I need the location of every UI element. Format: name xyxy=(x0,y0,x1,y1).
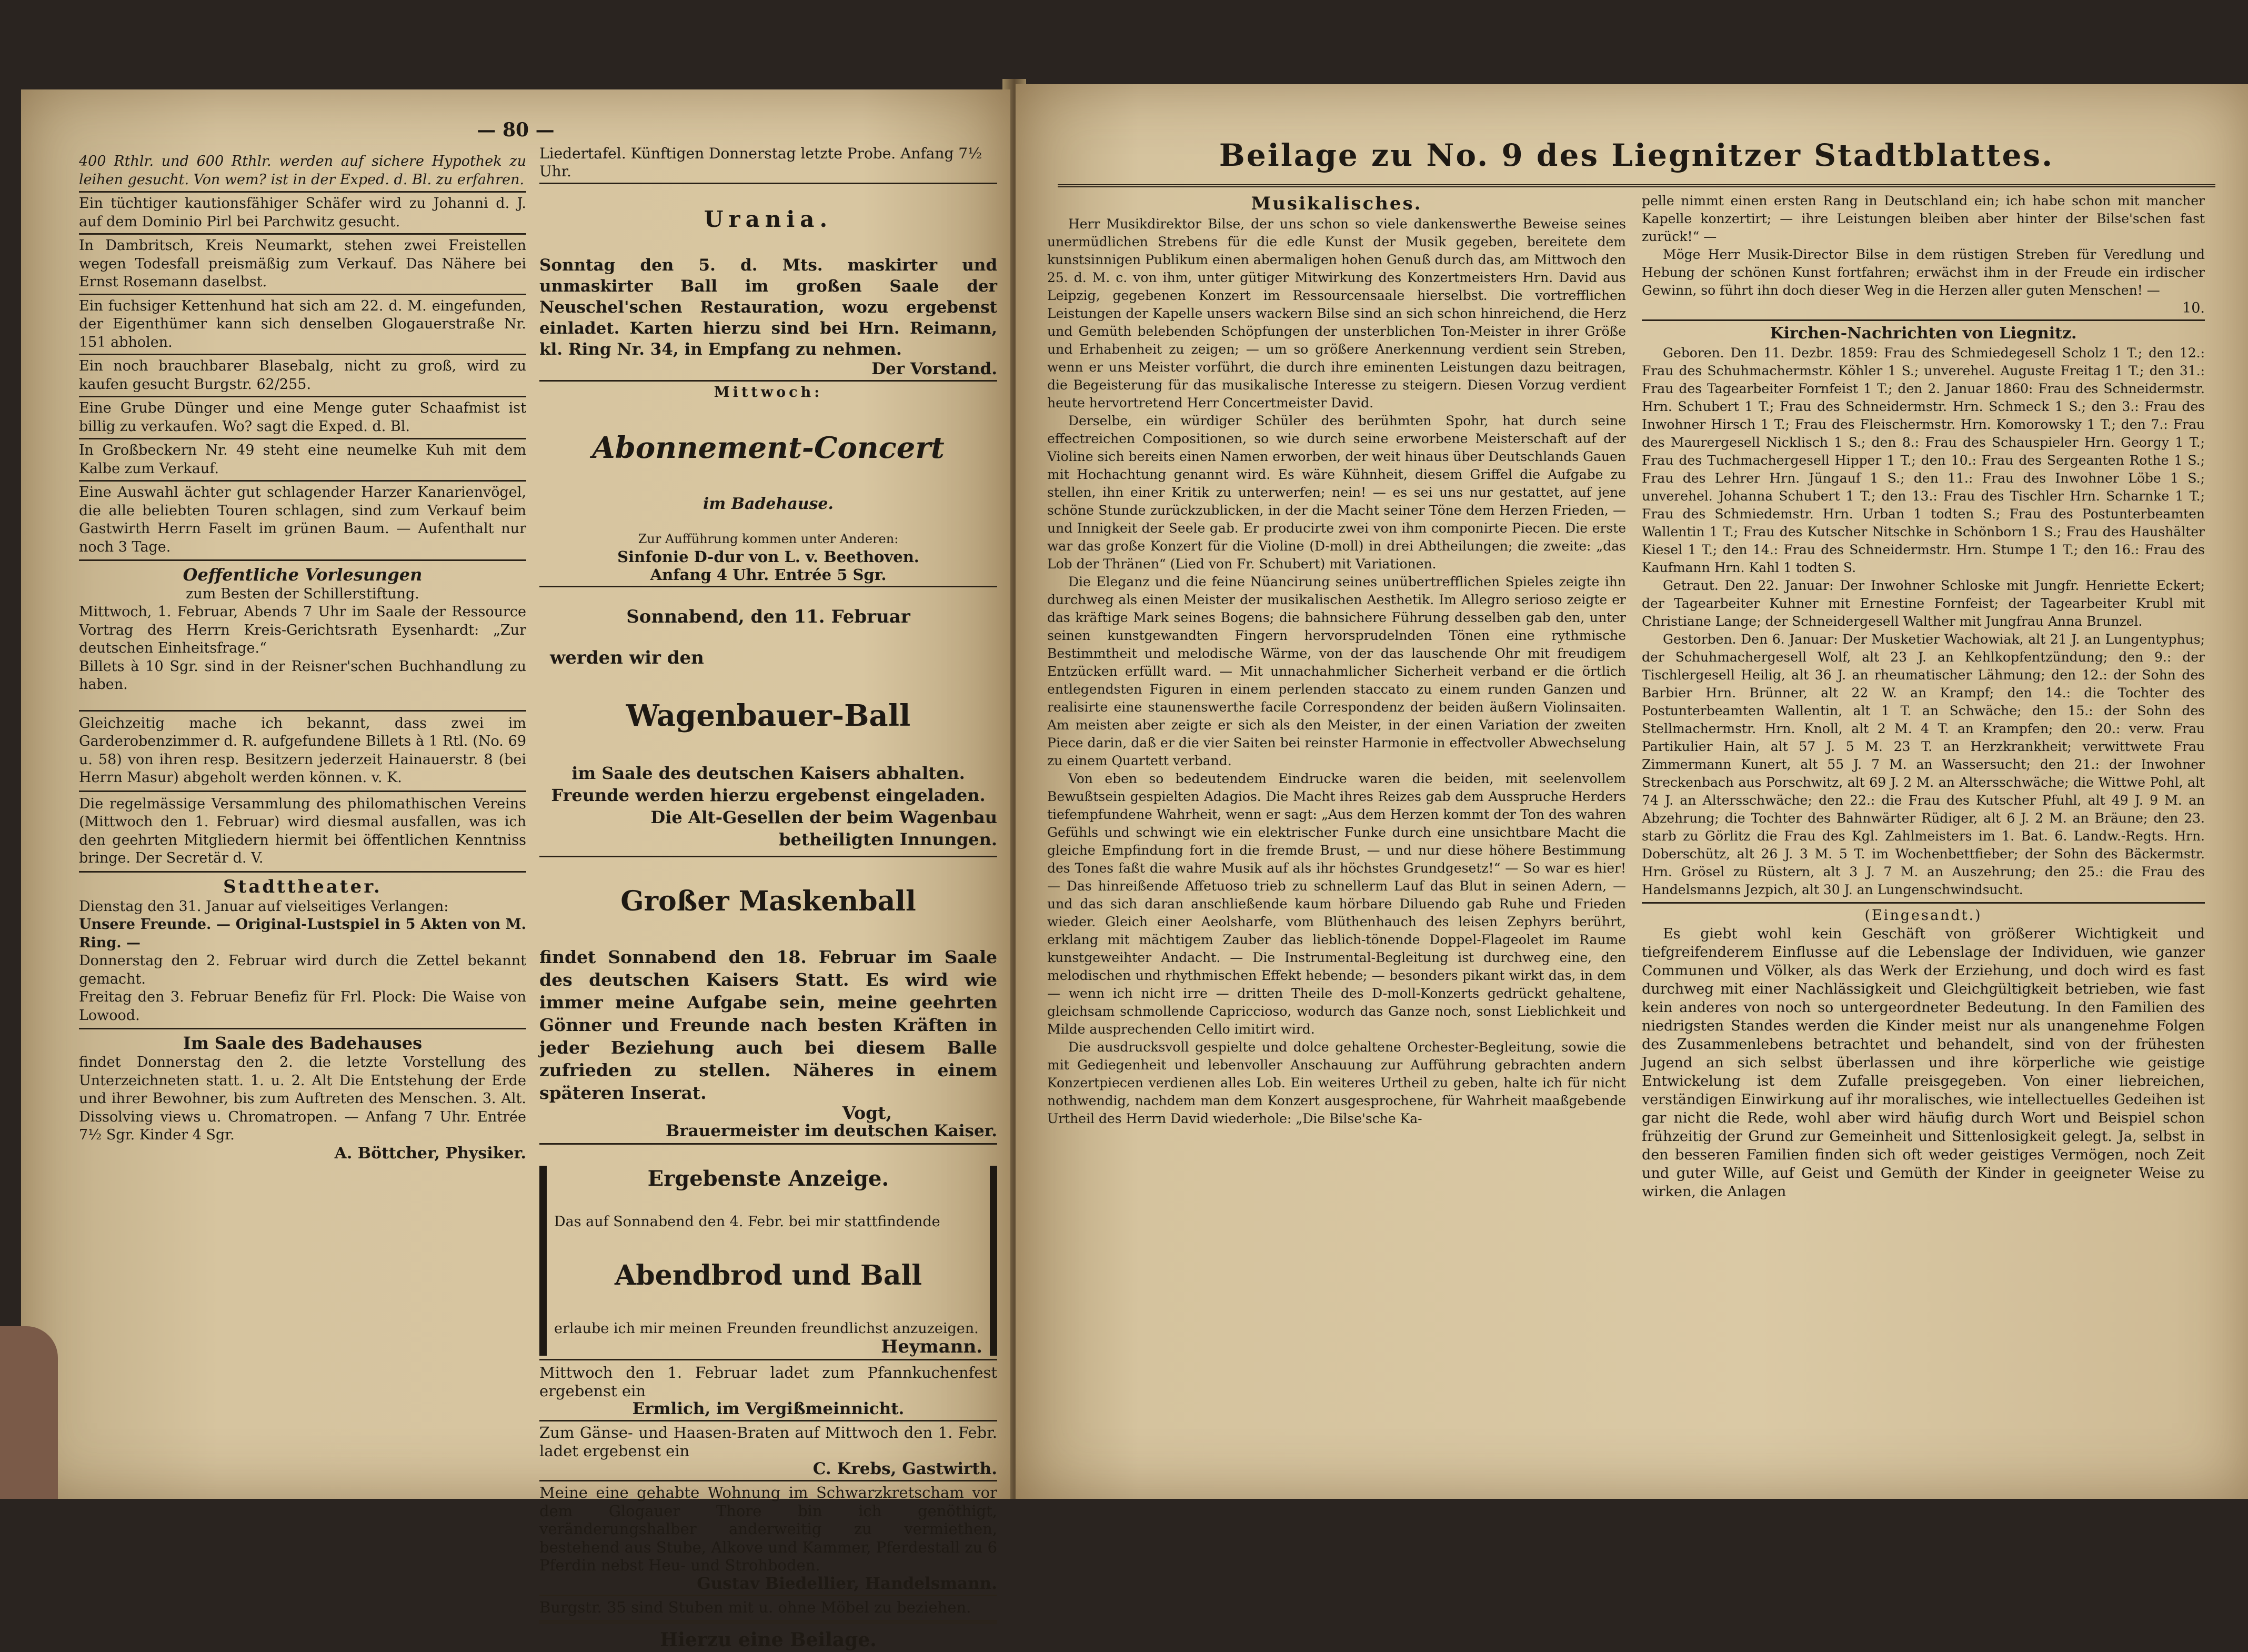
divider xyxy=(539,1143,997,1145)
music-paragraph-4: Von eben so bedeutendem Eindrucke waren die beiden, mit seelenvollem Bewußtsein gespielten Adagios. Die Macht ihres Reizes gab dem Ausspruche Herders tiefempfundene Wahrheit, wenn er sagt: „Aus dem Herzen kommt der Ton des wahren Gefühls und schwingt wie ein elektrischer Funke durch eine unsichtbare Macht die gleiche Empfindung fort in die fremde Brust, — und nur diese höhere Bestimmung des Tones faßt die wahre Musik auf als ihr höchstes Grundgesetz!“ — So war es hier! — Das hinreißende Affetuoso trieb zu schnellerm Lauf das Blut in seinen Adern, — und das sich daran anschließende kaum hörbare Diluendo gab Ruhe und Frieden wieder. Gleich einer Aeolsharfe, vom Blüthenhauch des leisen Zephyrs berührt, erklang mit mächtigem Zauber das lieblich-tönende Doppel-Flageolet im Raume kunstgeweihter Andacht. — Die Instrumental-Begleitung ist durchweg eine, den melodischen und rhythmischen Effekt hebende; — besonders pikant wirkt das, in dem — wenn ich nicht irre — dritten Theile des D-moll-Konzerts gedrückt gehaltene, gleichsam schmollende Capriccioso, wodurch das Ganze noch, sonst Lieblichkeit und Milde ausprechenden Cello imitirt wird. xyxy=(1047,771,1626,1037)
page-number: — 80 — xyxy=(477,119,555,141)
divider xyxy=(79,191,526,193)
anzeige-signature: Heymann. xyxy=(881,1336,982,1357)
lectures-tickets: Billets à 10 Sgr. sind in der Reisner'schen Buchhandlung zu haben. xyxy=(79,658,526,693)
divider xyxy=(539,1480,997,1481)
liedertafel: Liedertafel. Künftigen Donnerstag letzte Probe. Anfang 7½ Uhr. xyxy=(539,145,982,180)
concert-day: Mittwoch: xyxy=(714,384,823,401)
wagenbauer-title: Wagenbauer-Ball xyxy=(626,698,911,733)
music-title: Musikalisches. xyxy=(1251,193,1422,214)
church-marriages: Getraut. Den 22. Januar: Der Inwohner Schloske mit Jungfr. Henriette Eckert; der Tagearbeiter Kuhner mit Ernestine Fornfeist; der Tagearbeiter Krubl mit Christiane Lange; der Schneidergesell Walther mit Jungfrau Anna Brunzel. xyxy=(1642,578,2205,629)
concert-program-intro: Zur Aufführung kommen unter Anderen: xyxy=(638,532,899,546)
church-births: Geboren. Den 11. Dezbr. 1859: Frau des Schmiedegesell Scholz 1 T.; den 12.: Frau des Schuhmachermstr. Köhler 1 S.; unverehel. Auguste Freitag 1 T.; den 31.: Frau des Tagearbeiter Fornfeist 1 T.; den 2. Januar 1860: Frau des Schneidermstr. Hrn. Schubert 1 T.; Frau des Schneidermstr. Hrn. Schmeck 1 S.; den 3.: Frau des Inwohner Hirsch 1 T.; Frau des Fleischermstr. Hrn. Komorowsky 1 T.; den 7.: Frau des Maurergesell Nicklisch 1 S.; den 8.: Frau des Schauspieler Hrn. Georgy 1 T.; Frau des Tuchmachergesell Hipper 1 T.; den 10.: Frau des Sergeanten Rothe 1 S.; Frau des Lehrer Hrn. Jüngauf 1 S.; den 11.: Frau des Inwohner Löbe 1 S.; unverehel. Johanna Schubert 1 T.; den 13.: Frau des Tischler Hrn. Scharnke 1 T.; Frau des Schmiedemstr. Hrn. Urban 1 todten S.; Frau des Postunterbeamten Wallentin 1 T.; Frau des Kutscher Nitschke in Schönborn 1 S.; Frau des Haushälter Kiesel 1 T.; den 14.: Frau des Schneidermstr. Hrn. Stumpe 1 T.; den 16.: Frau des Kaufmann Hrn. Kahl 1 todten S. xyxy=(1642,345,2205,575)
divider xyxy=(79,396,526,397)
divider xyxy=(539,856,997,857)
theater-friday: Freitag den 3. Februar Benefiz für Frl. Plock: Die Waise von Lowood. xyxy=(79,989,526,1024)
theater-play: Unsere Freunde. — Original-Lustspiel in 5 Akten von M. Ring. — xyxy=(79,916,526,951)
concert-symphony: Sinfonie D-dur von L. v. Beethoven. xyxy=(617,548,919,566)
theater-tuesday: Dienstag den 31. Januar auf vielseitiges Verlangen: xyxy=(79,898,449,915)
ad-gaensebraten-signature: C. Krebs, Gastwirth. xyxy=(812,1459,997,1478)
urania-signature: Der Vorstand. xyxy=(871,359,997,378)
left-column-2 xyxy=(539,145,997,1652)
divider xyxy=(539,1420,997,1421)
maskenball-text: findet Sonnabend den 18. Februar im Saale des deutschen Kaisers Statt. Es wird wie immer meine Aufgabe sein, meine geehrten Gönner und Freunde nach besten Kräften in jeder Beziehung auch bei diesem Balle zufrieden zu stellen. Näheres in einem späteren Inserat. xyxy=(539,947,997,1103)
notice-billets: Gleichzeitig mache ich bekannt, dass zwei im Garderobenzimmer d. R. aufgefundene Billets à 1 Rtl. (No. 69 u. 58) von ihren resp. Besitzern jederzeit Hainauerstr. 8 (bei Herrn Masur) abgeholt werden können. v. K. xyxy=(79,715,526,786)
maskenball-title: Großer Maskenball xyxy=(620,885,916,917)
ad-wohnung: Meine eine gehabte Wohnung im Schwarzkretscham vor dem Glogauer Thore bin ich genöthigt, veränderungshalber anderweitig zu vermiethen, bestehend aus Stube, Alkove und Kammer, Pferdestall zu 6 Pferdin nebst Heu- und Strohboden. xyxy=(539,1484,997,1574)
divider xyxy=(79,480,526,482)
church-deaths: Gestorben. Den 6. Januar: Der Musketier Wachowiak, alt 21 J. an Lungentyphus; der Schuhmachergesell Wolf, alt 23 J. an Kehlkopfentzündung; den 9.: der Tischlergesell Heilig, alt 36 J. an rheumatischer Lähmung; den 12.: der Sohn des Barbier Hrn. Brünner, alt 22 W. an Krampf; den 14.: die Tochter des Postunterbeamten Wallentin, alt 1 T. an Schwäche; den 15.: der Sohn des Stellmachermstr. Hrn. Knoll, alt 2 M. 4 T. an Krampfen; den 20.: verw. Frau Partikulier Hain, alt 57 J. 5 M. 23 T. an Herzkrankheit; verwittwete Frau Zimmermann Kunert, alt 55 J. 7 M. an Wassersucht; den 21.: der Inwohner Streckenbach aus Porschwitz, alt 69 J. 2 M. an Altersschwäche; die Wittwe Pohl, alt 74 J. an Altersschwäche; den 22.: die Frau des Kutscher Pfuhl, alt 49 J. 9 M. an Abzehrung; die Tochter des Bahnwärter Rüdiger, alt 6 J. 2 M. an Bräune; den 23. starb zu Görlitz die Frau des Kgl. Zahlmeisters im 1. Bat. 6. Landw.-Regts. Hrn. Doberschütz, alt 26 J. 3 M. 5 T. im Wochenbettfieber; der Sohn des Bäckermstr. Hrn. Grösel zu Rüstern, alt 3 J. 7 M. an Auszehrung; den 25.: die Frau des Handelsmanns Jezpich, alt 30 J. an Lungenschwindsucht. xyxy=(1642,632,2205,897)
concert-title: Abonnement-Concert xyxy=(592,430,945,465)
badehaus-signature: A. Böttcher, Physiker. xyxy=(334,1144,526,1163)
wagenbauer-text: im Saale des deutschen Kaisers abhalten. Freunde werden hierzu ergebenst eingeladen. xyxy=(551,763,986,805)
ad-hypothek: 400 Rthlr. und 600 Rthlr. werden auf sichere Hypothek zu leihen gesucht. Von wem? ist in der Exped. d. Bl. zu erfahren. xyxy=(79,153,526,188)
ad-kuh: In Großbeckern Nr. 49 steht eine neumelke Kuh mit dem Kalbe zum Verkauf. xyxy=(79,442,526,477)
urania-title: Urania. xyxy=(704,206,833,232)
anzeige-text-2: erlaube ich mir meinen Freunden freundlichst anzuzeigen. xyxy=(554,1320,979,1337)
ad-blasebalg: Ein noch brauchbarer Blasebalg, nicht zu groß, wird zu kaufen gesucht Burgstr. 62/255. xyxy=(79,358,526,393)
concert-start: Anfang 4 Uhr. Entrée 5 Sgr. xyxy=(650,566,887,584)
divider xyxy=(79,233,526,235)
badehaus-text: findet Donnerstag den 2. die letzte Vorstellung des Unterzeichneten statt. 1. u. 2. Alt Die Entstehung der Erde und ihrer Bewohner, bis zum Auftreten des Menschen. 3. Alt. Dissolving views u. Chromatropen. — Anfang 7 Uhr. Entrée 7½ Sgr. Kinder 4 Sgr. xyxy=(79,1054,526,1143)
music-signature: 10. xyxy=(2182,300,2205,316)
wagenbauer-date: Sonnabend, den 11. Februar xyxy=(626,606,910,627)
ad-schaefer: Ein tüchtiger kautionsfähiger Schäfer wird zu Johanni d. J. auf dem Dominio Pirl bei Parchwitz gesucht. xyxy=(79,195,526,230)
supplement-note: Hierzu eine Beilage. xyxy=(660,1629,877,1651)
left-column-1 xyxy=(79,153,526,1163)
anzeige-title: Ergebenste Anzeige. xyxy=(647,1166,889,1191)
wagenbauer-signature: Die Alt-Gesellen der beim Wagenbau betheiligten Innungen. xyxy=(650,807,997,849)
divider xyxy=(79,294,526,295)
anzeige-box xyxy=(539,1166,997,1356)
music-paragraph-2: Derselbe, ein würdiger Schüler des berühmten Spohr, hat durch seine effectreichen Compositionen, so wie durch seine erworbene Meisterschaft auf der Violine sich bereits einen Namen erworben, der weit hinaus über Deutschlands Gauen mit Hochachtung genannt wird. Es wäre Kühnheit, diesem Griffel die Aufgabe zu stellen, ihn einer Kritik zu unterwerfen; nein! — es sei uns nur gestattet, auf jene schöne Stunde zurückzublicken, in der die Macht seiner Töne dem Herzen Frieden, — und Innigkeit der Seele gab. Er producirte zwei von ihm componirte Piecen. Die erste war das große Konzert für die Violine (D-moll) in drei Abtheilungen; die zweite: „das Lob der Thränen“ (Lied von Fr. Schubert) mit Variationen. xyxy=(1047,413,1626,572)
divider xyxy=(1642,319,2205,321)
theater-thursday: Donnerstag den 2. Februar wird durch die Zettel bekannt gemacht. xyxy=(79,953,526,987)
divider xyxy=(79,1028,526,1029)
music-paragraph-5: Die ausdrucksvoll gespielte und dolce gehaltene Orchester-Begleitung, sowie die mit Gediegenheit und lebenvoller Anschauung zur Aufführung gebrachten andern Konzertpiecen verdienen alles Lob. Ein weiteres Urtheil zu geben, halte ich für nicht nothwendig, nachdem man dem Konzert ausgesprochene, für Wahrheit maaßgebende Urtheil des Herrn David wiederhole: „Die Bilse'sche Ka- xyxy=(1047,1039,1626,1126)
divider xyxy=(539,1595,997,1596)
lectures-subtitle: zum Besten der Schillerstiftung. xyxy=(186,586,419,602)
ad-gaensebraten: Zum Gänse- und Haasen-Braten auf Mittwoch den 1. Febr. ladet ergebenst ein xyxy=(539,1424,997,1460)
divider xyxy=(539,183,997,184)
divider xyxy=(539,1620,997,1624)
right-page xyxy=(1016,84,2248,1499)
divider xyxy=(539,1359,997,1360)
ad-kanarienvoegel: Eine Auswahl ächter gut schlagender Harzer Kanarienvögel, die alle beliebten Touren schlagen, sind zum Verkauf beim Gastwirth Herrn Faselt im grünen Baum. — Aufenthalt nur noch 3 Tage. xyxy=(79,484,526,555)
church-news-title: Kirchen-Nachrichten von Liegnitz. xyxy=(1770,324,2077,343)
ad-duenger: Eine Grube Dünger und eine Menge guter Schaafmist ist billig zu verkaufen. Wo? sagt die Exped. d. Bl. xyxy=(79,400,526,435)
divider xyxy=(79,559,526,561)
left-page xyxy=(21,89,1010,1651)
music-paragraph-3: Die Eleganz und die feine Nüancirung seines unübertrefflichen Spieles zeigte ihn durchweg als einen Meister der musikalischen Aesthetik. Im Allegro serioso zeigte er das kräftige Mark seines Bogens; die bahnsichere Führung desselben gab den, unter seinen kunstgewandten Fingern hervorsprudelnden Tönen eine rythmische Bestimmtheit und melodische Wärme, von der das lauschende Ohr mit freudigem Entzücken erfüllt ward. — Mit unnachahmlicher Sicherheit verband er die örtlich entlegendsten Figuren in einem perlenden staccato zu einem runden Ganzen und realisirte eine staunenswerthe facile Correspondenz der beiden äußern Violinsaiten. Am meisten aber zeigte er sich als den Meister, in der einen Variation der zweiten Piece darin, daß er die vier Saiten bei reinster Harmonie in effectvoller Abwechselung zu einem Quartett verband. xyxy=(1047,574,1626,768)
maskenball-signature-2: Brauermeister im deutschen Kaiser. xyxy=(666,1122,997,1140)
music-paragraph-1: Herr Musikdirektor Bilse, der uns schon so viele dankenswerthe Beweise seines unermüdlichen Strebens für die edle Kunst der Musik gegeben, bereitete dem kunstsinnigen Publikum einen abermaligen hohen Genuß durch das, am Mittwoch den 25. d. M. c. von ihm, unter gütiger Mitwirkung des Konzertmeisters Hrn. David aus Leipzig, gegebenen Konzert im Ressourcensaale hierselbst. Die vortrefflichen Leistungen der Kapelle unsers wackern Bilse sind an sich schon hinreichend, die Herz und Gemüth belebenden Schöpfungen der unsterblichen Ton-Meister in ihrer Größe und Erhabenheit zu zeigen; — um so größere Anerkennung verdient sein Streben, wenn er uns Meister vorführt, die durch ihre eminenten Leistungen dazu beitragen, die Begeisterung für das musikalische Interesse zu steigern. Diesen Vorzug verdient heute hervortretend Herr Concertmeister David. xyxy=(1047,216,1626,411)
divider xyxy=(79,354,526,355)
lectures-title: Oeffentliche Vorlesungen xyxy=(183,565,423,585)
anzeige-event: Abendbrod und Ball xyxy=(614,1259,922,1291)
ad-pfannkuchen-signature: Ermlich, im Vergißmeinnicht. xyxy=(632,1399,905,1418)
submitted-label: (Eingesandt.) xyxy=(1864,907,1982,924)
divider xyxy=(1642,902,2205,904)
supplement-header: Beilage zu No. 9 des Liegnitzer Stadtblattes. xyxy=(1219,137,2054,173)
header-rule xyxy=(1058,184,2215,187)
divider xyxy=(539,586,997,587)
maskenball-signature: Vogt, xyxy=(842,1103,892,1123)
badehaus-title: Im Saale des Badehauses xyxy=(183,1033,423,1053)
notice-verein: Die regelmässige Versammlung des philomathischen Vereins (Mittwoch den 1. Februar) wird diesmal ausfallen, was ich den geehrten Mitgliedern hiermit bei öffentlichen Kenntniss bringe. Der Secretär d. V. xyxy=(79,795,526,866)
music-closing: Möge Herr Musik-Director Bilse in dem rüstigen Streben für Veredlung und Hebung der schönen Kunst fortfahren; erwächst ihm in der Freude ein irdischer Gewinn, so führt ihn doch dieser Weg in die Herzen aller guten Menschen! — xyxy=(1642,247,2205,298)
divider xyxy=(79,790,526,792)
ad-freistellen: In Dambritsch, Kreis Neumarkt, stehen zwei Freistellen wegen Todesfall preismäßig zum Verkauf. Das Nähere bei Ernst Rosemann daselbst. xyxy=(79,237,526,290)
concert-venue: im Badehause. xyxy=(703,495,834,513)
ad-pfannkuchen: Mittwoch den 1. Februar ladet zum Pfannkuchenfest ergebenst ein xyxy=(539,1364,997,1400)
divider xyxy=(79,710,526,712)
right-column-2 xyxy=(1642,192,2205,1497)
lectures-text: Mittwoch, 1. Februar, Abends 7 Uhr im Saale der Ressource Vortrag des Herrn Kreis-Gerichtsrath Eysenhardt: „Zur deutschen Einheitsfrage.“ xyxy=(79,604,526,656)
right-column-1 xyxy=(1047,192,1626,1497)
divider xyxy=(79,871,526,873)
urania-text: Sonntag den 5. d. Mts. maskirter und unmaskirter Ball im großen Saale der Neuschel'schen Restauration, wozu ergebenst einladet. Karten hierzu sind bei Hrn. Reimann, kl. Ring Nr. 34, in Empfang zu nehmen. xyxy=(539,256,997,359)
divider xyxy=(539,380,997,382)
thumb xyxy=(0,1326,58,1499)
theater-title: Stadttheater. xyxy=(223,876,382,897)
wagenbauer-intro: werden wir den xyxy=(550,647,704,668)
anzeige-text: Das auf Sonnabend den 4. Febr. bei mir stattfindende xyxy=(554,1214,940,1230)
divider xyxy=(79,438,526,439)
ad-kettenhund: Ein fuchsiger Kettenhund hat sich am 22. d. M. eingefunden, der Eigenthümer kann sich denselben Glogauerstraße Nr. 151 abholen. xyxy=(79,297,526,351)
ad-stuben: Burgstr. 35 sind Stuben mit u. ohne Möbel zu beziehen. xyxy=(539,1598,971,1616)
submitted-article: Es giebt wohl kein Geschäft von größerer Wichtigkeit und tiefgreifenderem Einflusse auf die Lebenslage der Individuen, wie ganzer Communen und Völker, als das Werk der Erziehung, und doch wird es fast durchweg mit einer Nachlässigkeit und Gleichgültigkeit betrieben, wie fast kein anderes von noch so untergeordneter Bedeutung. In den Familien des niedrigsten Standes werden die Kinder meist nur als unangenehme Folgen des Zusammenlebens betrachtet und behandelt, sind von der frühesten Jugend an sich selbst überlassen und ihre körperliche wie geistige Entwickelung ist dem Zufalle preisgegeben. Von einer liebreichen, verständigen Einwirkung auf ihr moralisches, wie intellectuelles Gedeihen ist gar nicht die Rede, wohl aber wird häufig durch Wort und Beispiel schon frühzeitig der Grund zur Gemeinheit und Sittenlosigkeit gelegt. Ja, selbst in den besseren Familien finden sich oft weder geistiges Vermögen, noch Zeit und guter Wille, auf Geist und Gemüth der Kinder in geeigneter Weise zu wirken, die Anlagen xyxy=(1642,926,2205,1200)
ad-wohnung-signature: Gustav Biedellier, Handelsmann. xyxy=(697,1574,997,1593)
music-continuation: pelle nimmt einen ersten Rang in Deutschland ein; ich habe schon mit mancher Kapelle konzertirt; — ihre Leistungen bleiben aber hinter der Bilse'schen fast zurück!“ — xyxy=(1642,193,2205,244)
